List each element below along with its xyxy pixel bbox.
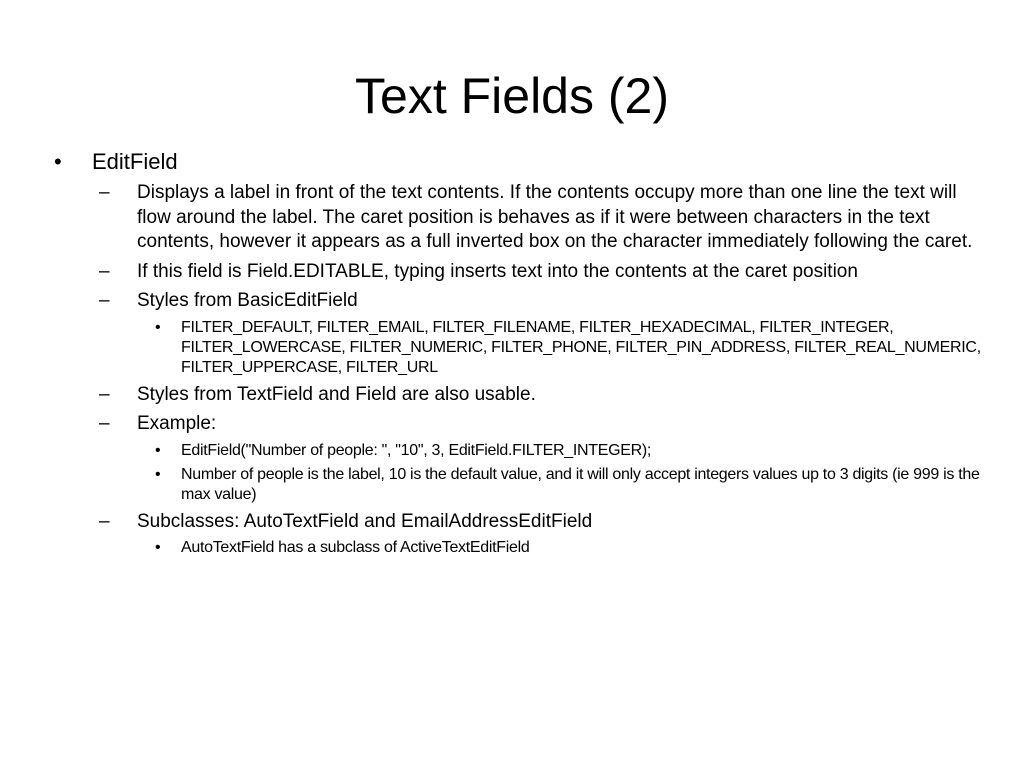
bullet-icon: • xyxy=(54,149,62,174)
subitem-text: Example: xyxy=(137,413,217,434)
bullet-text: EditField xyxy=(92,149,178,174)
subsubitem-filters xyxy=(155,318,982,378)
bullet-icon: • xyxy=(155,465,161,483)
subsubitem-example-desc xyxy=(155,465,982,505)
bullet-icon: • xyxy=(155,539,161,556)
subitem-text: Displays a label in front of the text contents. If the contents occupy more than one line the text will flow around the label. The caret position is behaves as if it were between characters in the text contents, however it appears as a full inverted box on the character immediately following the caret. xyxy=(137,182,973,252)
subitem-text: Styles from BasicEditField xyxy=(137,290,358,311)
subitem-example xyxy=(99,412,982,437)
dash-icon: – xyxy=(99,260,110,282)
slide-title: Text Fields (2) xyxy=(355,68,669,124)
bullet-icon: • xyxy=(155,318,161,336)
subitem-displays xyxy=(99,181,982,255)
subsubitem-text: FILTER_DEFAULT, FILTER_EMAIL, FILTER_FILENAME, FILTER_HEXADECIMAL, FILTER_INTEGER, FILTER_LOWERCASE, FILTER_NUMERIC, FILTER_PHONE, FILTER_PIN_ADDRESS, FILTER_REAL_NUMERIC, FILTER_UPPERCASE, FILTER_URL xyxy=(181,318,981,376)
subitem-editable xyxy=(99,260,982,285)
subitem-text: If this field is Field.EDITABLE, typing inserts text into the contents at the caret position xyxy=(137,260,858,282)
subsubitem-autotext xyxy=(155,538,982,558)
dash-icon: – xyxy=(99,413,110,434)
subitem-text: Subclasses: AutoTextField and EmailAddressEditField xyxy=(137,510,593,532)
slide-content xyxy=(52,148,982,558)
bullet-icon: • xyxy=(155,441,161,459)
subitem-subclasses xyxy=(99,510,982,535)
subsubitem-text: Number of people is the label, 10 is the default value, and it will only accept integers values up to 3 digits (ie 999 is the max value) xyxy=(181,465,980,503)
dash-icon: – xyxy=(99,510,110,532)
subitem-text: Styles from TextField and Field are also usable. xyxy=(137,383,536,405)
subsubitem-example-code xyxy=(155,441,982,461)
subitem-styles-text xyxy=(99,383,982,408)
dash-icon: – xyxy=(99,290,110,311)
bullet-editfield xyxy=(52,148,982,176)
subitem-styles-basic xyxy=(99,289,982,314)
subsubitem-text: EditField("Number of people: ", "10", 3, EditField.FILTER_INTEGER); xyxy=(181,441,652,459)
dash-icon: – xyxy=(99,383,110,405)
dash-icon: – xyxy=(99,182,110,203)
subsubitem-text: AutoTextField has a subclass of ActiveTextEditField xyxy=(181,539,530,556)
